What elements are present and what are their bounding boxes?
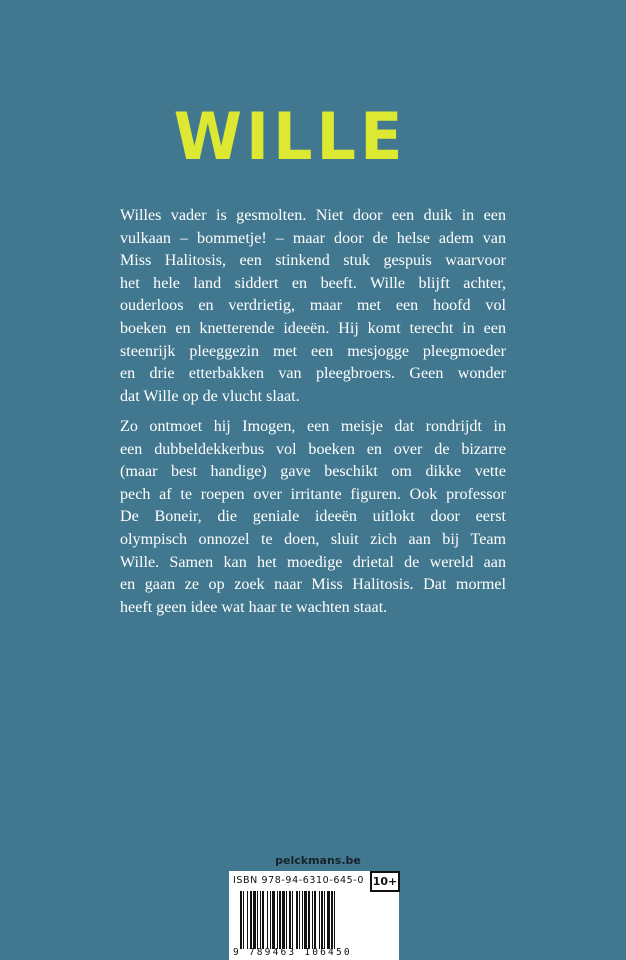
- blurb-line: vulkaan – bommetje! – maar door de helse adem van: [120, 229, 506, 247]
- publisher-url: pelckmans.be: [275, 854, 361, 867]
- blurb-paragraph-2: [120, 416, 506, 619]
- barcode-bar: [282, 891, 285, 949]
- age-badge: 10+: [370, 871, 400, 892]
- barcode-bar: [314, 891, 316, 949]
- barcode-bar: [240, 891, 242, 949]
- isbn-text: ISBN 978-94-6310-645-0: [233, 875, 364, 886]
- barcode-bar: [279, 891, 281, 949]
- blurb-line: het hele land siddert en beeft. Wille blijft achter,: [120, 274, 506, 292]
- blurb-paragraph-1: [120, 205, 506, 408]
- barcode-bar: [247, 891, 248, 949]
- blurb-line: De Boneir, die geniale ideeën uitlokt door eerst: [120, 508, 506, 526]
- blurb-line: ouderloos en verdrietig, maar met een hoofd vol: [120, 297, 506, 315]
- barcode-bar: [296, 891, 298, 949]
- barcode-bar: [267, 891, 268, 949]
- blurb-line: steenrijk pleeggezin met een mesjogge pleegmoeder: [120, 342, 506, 360]
- barcode-bar: [277, 891, 278, 949]
- blurb-line: dat Wille op de vlucht slaat.: [120, 387, 300, 405]
- blurb-line: en drie etterbakken van pleegbroers. Geen wonder: [120, 365, 506, 383]
- barcode-bar: [312, 891, 313, 949]
- barcode-bar: [243, 891, 244, 949]
- barcode-bar: [250, 891, 252, 949]
- barcode-bar: [270, 891, 271, 949]
- blurb-line: Zo ontmoet hij Imogen, een meisje dat rondrijdt in: [120, 418, 506, 435]
- blurb-line: Willes vader is gesmolten. Niet door een duik in een: [120, 207, 506, 224]
- barcode-bar: [272, 891, 275, 949]
- barcode-bar: [324, 891, 325, 949]
- barcode-bar: [286, 891, 287, 949]
- blurb-line: pech af te roepen over irritante figuren. Ook professor: [120, 485, 506, 503]
- blurb-line: olympisch onnozel te doen, sluit zich aan bij Team: [120, 530, 506, 548]
- barcode-bar: [253, 891, 256, 949]
- blurb-line: Wille. Samen kan het moedige drietal de wereld aan: [120, 553, 506, 571]
- blurb-line: boeken en knetterende ideeën. Hij komt terecht in een: [120, 319, 506, 337]
- barcode-bar: [299, 891, 300, 949]
- book-title: WILLE: [173, 97, 407, 175]
- blurb-line: een dubbeldekkerbus vol boeken en over de bizarre: [120, 440, 506, 458]
- blurb-line: heeft geen idee wat haar te wachten staat.: [120, 598, 388, 616]
- barcode: [240, 891, 368, 949]
- barcode-bar: [319, 891, 320, 949]
- blurb-line: en gaan ze op zoek naar Miss Halitosis. Dat mormel: [120, 576, 506, 594]
- barcode-bar: [331, 891, 333, 949]
- barcode-bar: [334, 891, 335, 949]
- barcode-bar: [308, 891, 310, 949]
- barcode-number: 9 789463 106450: [233, 947, 352, 958]
- barcode-bar: [327, 891, 330, 949]
- barcode-bar: [304, 891, 307, 949]
- barcode-bar: [289, 891, 291, 949]
- barcode-bar: [321, 891, 323, 949]
- barcode-bar: [262, 891, 264, 949]
- barcode-bar: [302, 891, 303, 949]
- blurb-line: Miss Halitosis, een stinkend stuk gespuis waarvoor: [120, 252, 506, 270]
- barcode-bar: [292, 891, 293, 949]
- barcode-bar: [257, 891, 258, 949]
- barcode-bar: [260, 891, 261, 949]
- blurb-line: (maar best handige) gave beschikt om dikke vette: [120, 463, 506, 481]
